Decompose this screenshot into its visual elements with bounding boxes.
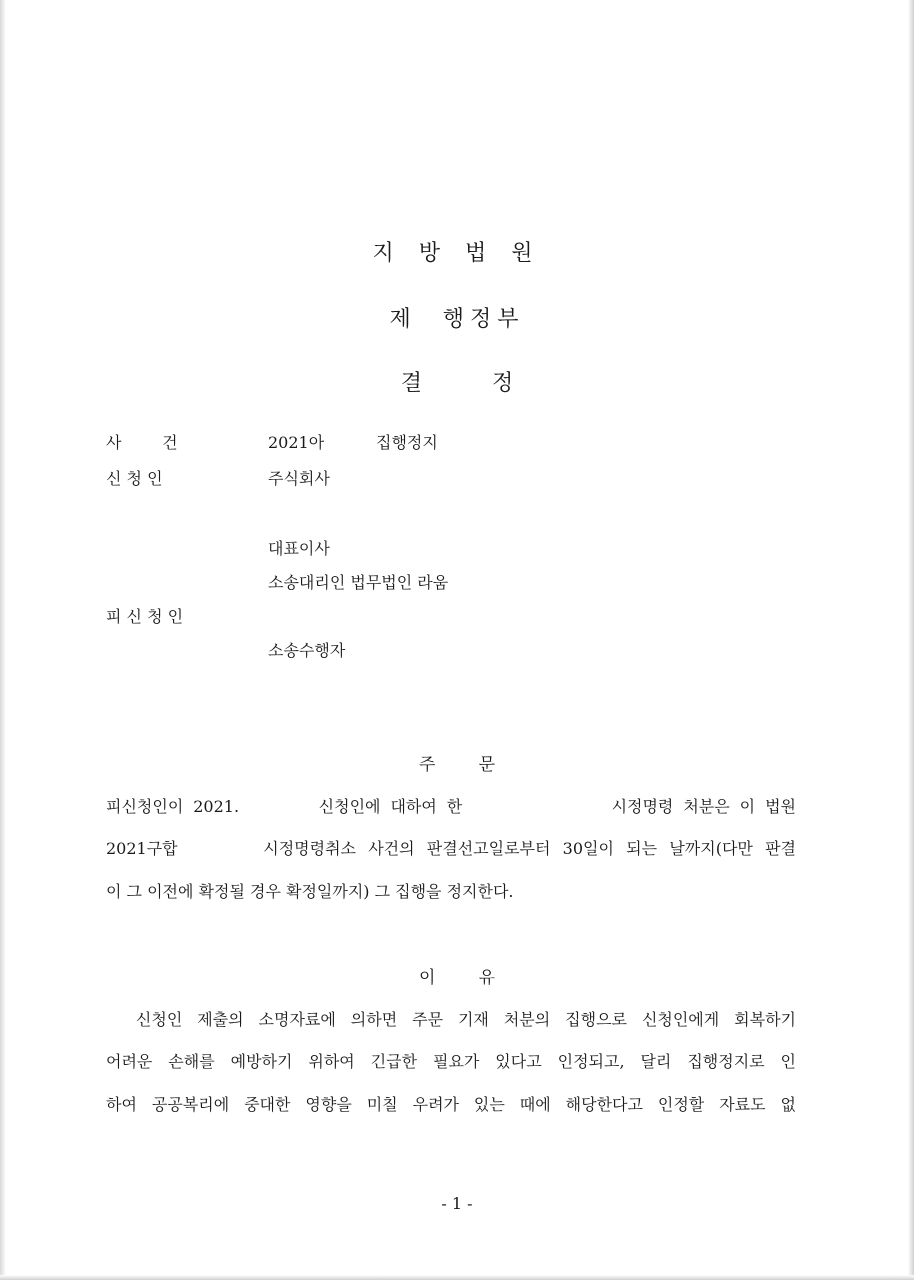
respondent-label: 피 신 청 인 <box>106 607 184 626</box>
applicant-label: 신 청 인 <box>106 469 163 488</box>
reason-line: 어려운 손해를 예방하기 위하여 긴급한 필요가 있다고 인정되고, 달리 집행정지로 인 <box>106 1052 796 1071</box>
document-type-title: 결 정 <box>400 371 514 396</box>
reason-line: 하여 공공복리에 중대한 영향을 미칠 우려가 있는 때에 해당한다고 인정할 자료도 없 <box>106 1095 796 1114</box>
litigator: 소송수행자 <box>268 641 346 660</box>
representative: 대표이사 <box>268 539 330 558</box>
order-line: 피신청인이 2021. 신청인에 대하여 한 시정명령 처분은 이 법원 <box>106 797 796 816</box>
page-edge-bottom <box>0 1275 914 1280</box>
order-title: 주 문 <box>418 755 496 775</box>
page-edge-right <box>908 0 914 1280</box>
page-edge-left <box>0 0 6 1280</box>
reason-title: 이 유 <box>418 968 496 988</box>
order-line: 2021구합 시정명령취소 사건의 판결선고일로부터 30일이 되는 날까지(다만 판결 <box>106 839 796 858</box>
applicant-company: 주식회사 <box>268 469 330 488</box>
case-name: 집행정지 <box>376 433 438 452</box>
attorney: 소송대리인 법무법인 라움 <box>268 573 449 592</box>
case-number: 2021아 <box>268 433 325 452</box>
court-division: 제 행정부 <box>389 307 525 332</box>
reason-line: 신청인 제출의 소명자료에 의하면 주문 기재 처분의 집행으로 신청인에게 회복하기 <box>106 1010 796 1029</box>
order-line: 이 그 이전에 확정될 경우 확정일까지) 그 집행을 정지한다. <box>106 882 514 901</box>
page-number: - 1 - <box>441 1194 473 1213</box>
case-label: 사 건 <box>106 433 178 452</box>
court-name: 지 방 법 원 <box>372 241 542 266</box>
